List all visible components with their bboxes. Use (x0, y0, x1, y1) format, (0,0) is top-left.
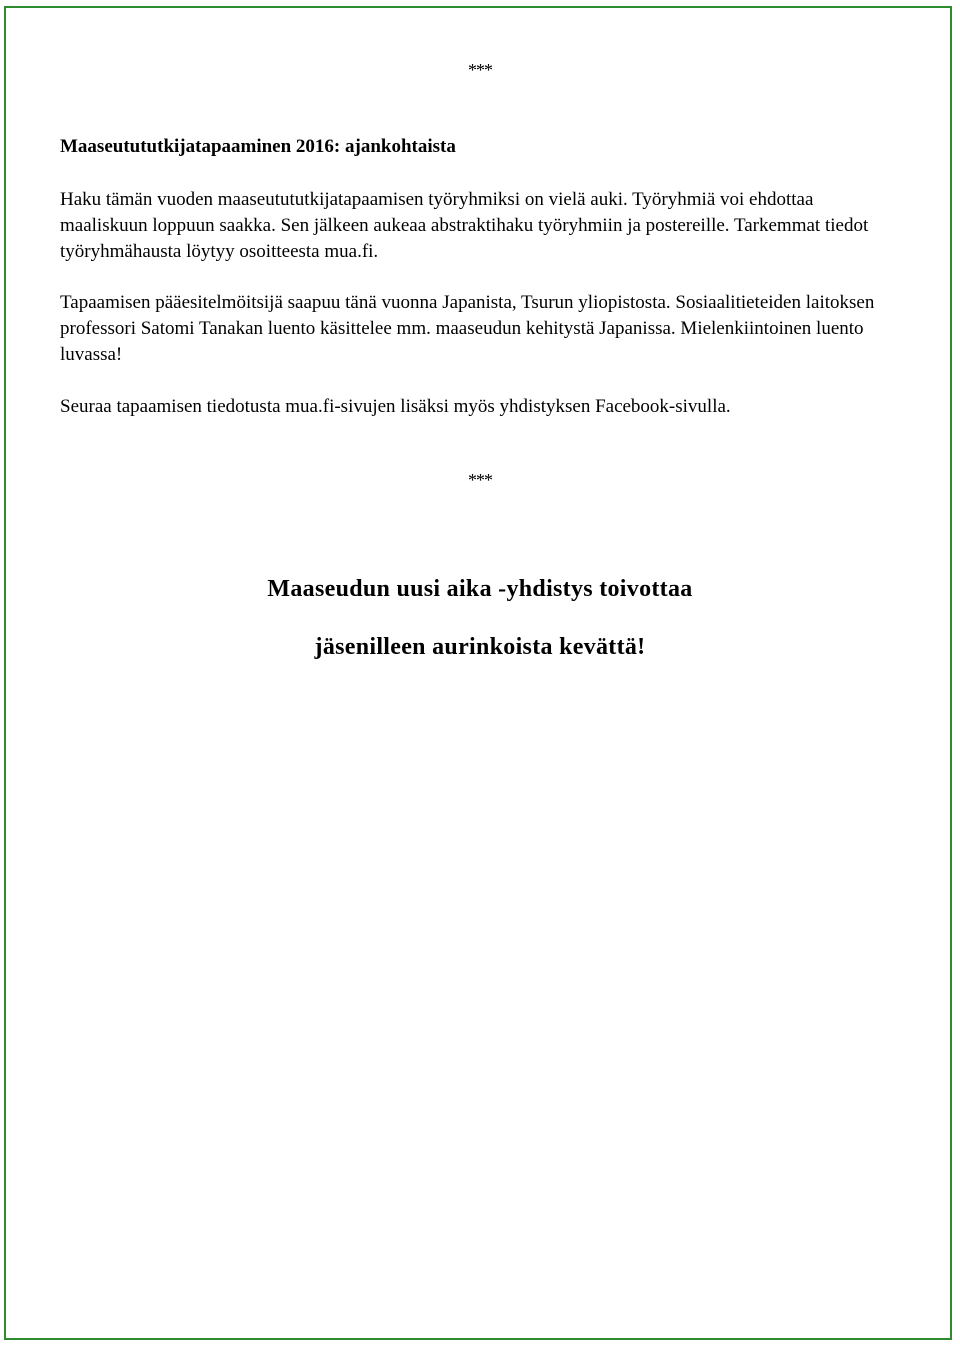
paragraph-workgroups: Haku tämän vuoden maaseutututkijatapaamisen työryhmiksi on vielä auki. Työryhmiä voi ehdottaa maaliskuun loppuun saakka. Sen jälkeen aukeaa abstraktihaku työryhmiin ja postereille. Tarkemmat tiedot työryhmähausta löytyy osoitteesta mua.fi. (60, 189, 869, 262)
paragraph-follow: Seuraa tapaamisen tiedotusta mua.fi-sivujen lisäksi myös yhdistyksen Facebook-sivulla. (60, 396, 731, 417)
section-heading: Maaseutututkijatapaaminen 2016: ajankohtaista (60, 136, 456, 157)
paragraph-keynote: Tapaamisen pääesitelmöitsijä saapuu tänä vuonna Japanista, Tsurun yliopistosta. Sosiaalitieteiden laitoksen professori Satomi Tanakan luento käsittelee mm. maaseudun kehitystä Japanissa. Mielenkiintoinen luento luvassa! (60, 292, 875, 365)
separator-middle: *** (468, 470, 492, 490)
closing-greeting-line-1: Maaseudun uusi aika -yhdistys toivottaa (267, 576, 693, 602)
separator-top: *** (468, 60, 492, 80)
closing-greeting-line-2: jäsenilleen aurinkoista kevättä! (314, 634, 646, 660)
